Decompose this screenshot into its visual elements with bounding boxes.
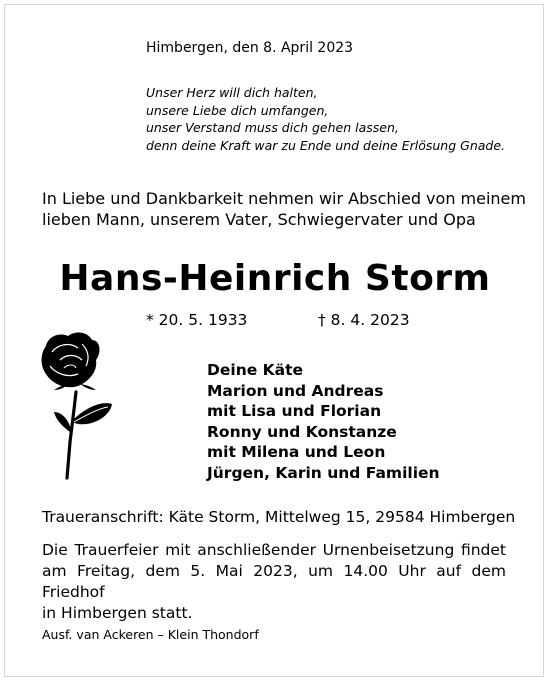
- mourners-list: [207, 360, 440, 483]
- poem-line: unser Verstand muss dich gehen lassen,: [146, 120, 399, 135]
- intro-line: In Liebe und Dankbarkeit nehmen wir Abschied von meinem: [42, 189, 526, 208]
- mourner-line: Jürgen, Karin und Familien: [207, 463, 440, 482]
- place-date: Himbergen, den 8. April 2023: [146, 40, 354, 56]
- poem-line: Unser Herz will dich halten,: [146, 85, 318, 100]
- mourner-line: Marion und Andreas: [207, 381, 384, 400]
- mourning-address: Traueranschrift: Käte Storm, Mittelweg 15, 29584 Himbergen: [42, 508, 516, 526]
- service-line: Die Trauerfeier mit anschließender Urnenbeisetzung findet: [42, 541, 506, 559]
- death-date: † 8. 4. 2023: [318, 311, 410, 329]
- deceased-name: Hans-Heinrich Storm: [59, 258, 491, 299]
- service-line: am Freitag, dem 5. Mai 2023, um 14.00 Uhr auf dem Friedhof: [42, 562, 506, 601]
- poem-line: unsere Liebe dich umfangen,: [146, 102, 329, 118]
- service-line: in Himbergen statt.: [42, 604, 193, 622]
- birth-date: * 20. 5. 1933: [146, 311, 248, 329]
- mourner-line: Deine Käte: [207, 361, 304, 379]
- mourner-line: mit Lisa und Florian: [207, 402, 382, 420]
- rose-icon: [38, 330, 118, 480]
- mourner-line: mit Milena und Leon: [207, 443, 386, 461]
- intro-text: [42, 188, 526, 230]
- poem-line: denn deine Kraft war zu Ende und deine Erlösung Gnade.: [146, 137, 505, 153]
- service-info: [42, 540, 506, 624]
- intro-line: lieben Mann, unserem Vater, Schwiegervater und Opa: [42, 210, 476, 229]
- poem: [146, 84, 505, 154]
- mourner-line: Ronny und Konstanze: [207, 422, 397, 441]
- undertaker-credit: Ausf. van Ackeren – Klein Thondorf: [42, 627, 259, 642]
